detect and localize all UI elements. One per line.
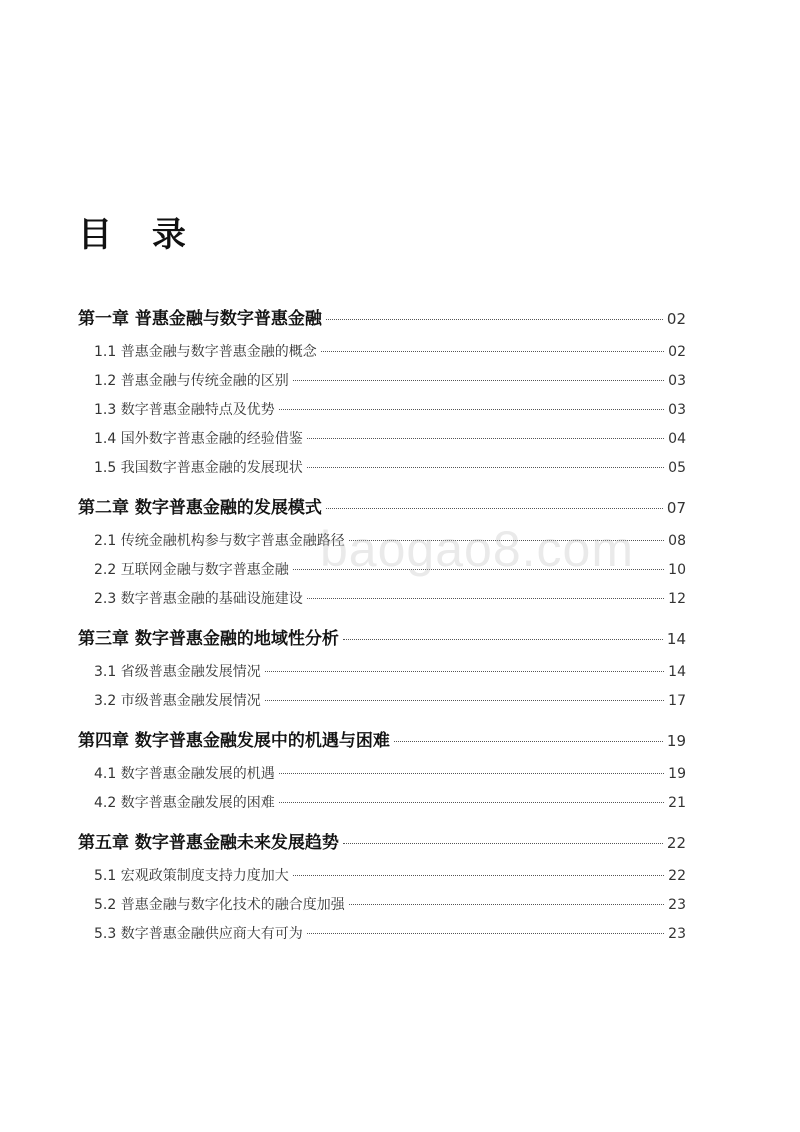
section-title: 3.2 市级普惠金融发展情况 xyxy=(94,693,261,709)
page-number: 22 xyxy=(666,834,686,852)
dot-leader xyxy=(326,508,663,509)
page-title: 目 录 xyxy=(78,215,200,255)
page-number: 22 xyxy=(668,868,686,884)
dot-leader xyxy=(349,904,664,905)
section-entry[interactable] xyxy=(78,585,686,614)
section-entry[interactable] xyxy=(78,862,686,891)
dot-leader xyxy=(293,875,664,876)
page-number: 17 xyxy=(668,693,686,709)
section-title: 1.2 普惠金融与传统金融的区别 xyxy=(94,373,289,389)
section-entry[interactable] xyxy=(78,338,686,367)
dot-leader xyxy=(293,380,664,381)
chapter-title: 第四章 数字普惠金融发展中的机遇与困难 xyxy=(78,731,390,751)
page-number: 19 xyxy=(668,766,686,782)
page-number: 05 xyxy=(668,460,686,476)
page-number: 23 xyxy=(668,897,686,913)
section-entry[interactable] xyxy=(78,658,686,687)
page-number: 12 xyxy=(668,591,686,607)
dot-leader xyxy=(343,639,663,640)
section-entry[interactable] xyxy=(78,367,686,396)
section-title: 4.1 数字普惠金融发展的机遇 xyxy=(94,766,275,782)
dot-leader xyxy=(307,467,664,468)
section-title: 2.3 数字普惠金融的基础设施建设 xyxy=(94,591,303,607)
dot-leader xyxy=(307,598,664,599)
page-number: 07 xyxy=(666,499,686,517)
chapter-title: 第三章 数字普惠金融的地域性分析 xyxy=(78,629,339,649)
chapter-5 xyxy=(78,824,686,949)
chapter-entry[interactable] xyxy=(78,722,686,760)
section-title: 5.2 普惠金融与数字化技术的融合度加强 xyxy=(94,897,345,913)
section-title: 1.5 我国数字普惠金融的发展现状 xyxy=(94,460,303,476)
dot-leader xyxy=(265,700,664,701)
dot-leader xyxy=(279,773,664,774)
chapter-2 xyxy=(78,489,686,614)
section-title: 1.1 普惠金融与数字普惠金融的概念 xyxy=(94,344,317,360)
chapter-1 xyxy=(78,300,686,483)
page-number: 19 xyxy=(666,732,686,750)
section-title: 2.1 传统金融机构参与数字普惠金融路径 xyxy=(94,533,345,549)
page-number: 08 xyxy=(668,533,686,549)
chapter-title: 第一章 普惠金融与数字普惠金融 xyxy=(78,309,322,329)
chapter-entry[interactable] xyxy=(78,824,686,862)
page-number: 02 xyxy=(666,310,686,328)
chapter-title: 第二章 数字普惠金融的发展模式 xyxy=(78,498,322,518)
page-number: 03 xyxy=(668,373,686,389)
section-entry[interactable] xyxy=(78,425,686,454)
section-entry[interactable] xyxy=(78,454,686,483)
dot-leader xyxy=(293,569,664,570)
dot-leader xyxy=(343,843,663,844)
table-of-contents xyxy=(78,300,686,955)
chapter-entry[interactable] xyxy=(78,300,686,338)
section-title: 4.2 数字普惠金融发展的困难 xyxy=(94,795,275,811)
dot-leader xyxy=(394,741,663,742)
section-entry[interactable] xyxy=(78,527,686,556)
watermark: baogao8.com xyxy=(320,521,635,577)
section-entry[interactable] xyxy=(78,556,686,585)
page-number: 14 xyxy=(666,630,686,648)
dot-leader xyxy=(321,351,664,352)
section-title: 5.3 数字普惠金融供应商大有可为 xyxy=(94,926,303,942)
section-entry[interactable] xyxy=(78,760,686,789)
page-number: 14 xyxy=(668,664,686,680)
chapter-4 xyxy=(78,722,686,818)
section-title: 2.2 互联网金融与数字普惠金融 xyxy=(94,562,289,578)
section-entry[interactable] xyxy=(78,789,686,818)
section-title: 1.4 国外数字普惠金融的经验借鉴 xyxy=(94,431,303,447)
section-title: 3.1 省级普惠金融发展情况 xyxy=(94,664,261,680)
dot-leader xyxy=(307,933,664,934)
section-title: 5.1 宏观政策制度支持力度加大 xyxy=(94,868,289,884)
page-number: 21 xyxy=(668,795,686,811)
dot-leader xyxy=(279,802,664,803)
page-number: 03 xyxy=(668,402,686,418)
section-entry[interactable] xyxy=(78,687,686,716)
chapter-3 xyxy=(78,620,686,716)
dot-leader xyxy=(349,540,664,541)
section-title: 1.3 数字普惠金融特点及优势 xyxy=(94,402,275,418)
page-number: 10 xyxy=(668,562,686,578)
chapter-title: 第五章 数字普惠金融未来发展趋势 xyxy=(78,833,339,853)
chapter-entry[interactable] xyxy=(78,620,686,658)
page-number: 02 xyxy=(668,344,686,360)
page-number: 04 xyxy=(668,431,686,447)
dot-leader xyxy=(279,409,664,410)
dot-leader xyxy=(265,671,664,672)
page-number: 23 xyxy=(668,926,686,942)
chapter-entry[interactable] xyxy=(78,489,686,527)
dot-leader xyxy=(326,319,663,320)
section-entry[interactable] xyxy=(78,920,686,949)
section-entry[interactable] xyxy=(78,396,686,425)
section-entry[interactable] xyxy=(78,891,686,920)
dot-leader xyxy=(307,438,664,439)
